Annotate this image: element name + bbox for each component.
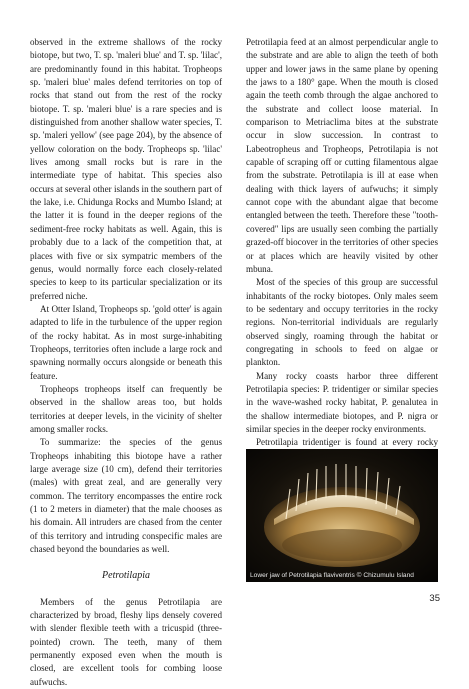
section-heading: Petrotilapia	[102, 570, 150, 582]
paragraph: Petrotilapia tridentiger is found at every rocky	[256, 437, 438, 448]
paragraph: To summarize: the species of the genus Tropheops inhabiting this biotope have a rather large average size (10 cm), defend their territories (males) with great zeal, and are generally very common. The territory encompasses the entire rock (1 to 2 meters in diameter) that the male chooses as his domain. All intruders are chased from the center of this territory and intruding conspecific males are chased beyond the boundaries as well.	[30, 437, 222, 555]
paragraph: Most of the species of this group are successful inhabitants of the rocky biotopes. Only males seem to be sedentary and occupy territories in the rocky regions. Non-territorial individuals are regularly observed singly, roaming through the habitat or congregating in schools to feed on algae or plankton.	[246, 277, 438, 368]
paragraph: Members of the genus Petrotilapia are characterized by broad, fleshy lips densely covered with slender flexible teeth with a tricuspid (three-pointed) crown. The teeth, many of them permanently exposed even when the mouth is closed, are excellent tools for combing loose aufwuchs.	[30, 596, 222, 687]
page-number: 35	[429, 593, 440, 604]
paragraph: Many rocky coasts harbor three different Petrotilapia species: P. tridentiger or similar species in the wave-washed rocky habitat, P. genalutea in the shallow intermediate biotopes, and P. nigra or similar species in the deeper rocky environments.	[246, 370, 438, 434]
paragraph: Tropheops tropheops itself can frequently be observed in the shallow areas too, but holds territories at deeper levels, in the vicinity of shelter among smaller rocks.	[30, 383, 222, 434]
paragraph: observed in the extreme shallows of the rocky biotope, but two, T. sp. 'maleri blue' and T. sp. 'lilac', are predominantly found in this habitat. Tropheops sp. 'maleri blue' males defend territories on top of rocks that stand out from the rest of the rocky biotope. T. sp. 'maleri blue' is a rare species and is distinguished from another shallow water species, T. sp. 'maleri yellow' (see page 204), by the absence of yellow coloration on the body. Tropheops sp. 'lilac' lives among small rocks but is rare in the intermediate type of habitat. This species also occurs at several other islands in the southern part of the lake, i.e. Chidunga Rocks and Mumbo Island; at the latter it is found in the deeper regions of the sediment-free rocky habitats as well. Again, this is probably due to a lack of the competition that, at places with five or six sympatric members of the genus, would normally force each closely-related species to keep to its particular specialization or its preferred niche.	[30, 37, 222, 301]
fish-jaw-photo	[246, 449, 438, 582]
jaw-illustration	[246, 449, 438, 582]
paragraph: Petrotilapia feed at an almost perpendicular angle to the substrate and are able to align the teeth of both upper and lower jaws in the same plane by opening the jaws to a 180° gape. When the mouth is closed again the teeth comb through the algae anchored to the substrate and collect loose material. In comparison to Metriaclima bites at the substrate occur in slow succession. In contrast to Labeotropheus and Tropheops, Petrotilapia is not capable of scraping off or cutting filamentous algae from the substrate. Petrotilapia is ill at ease when dealing with thick layers of aufwuchs; it simply cannot cope with the abundant algae that become entangled between the teeth. Therefore these "tooth-covered" lips are usually seen combing the partially grazed-off biocover in the territories of other species or at places which are heavily visited by other mbuna.	[246, 37, 438, 274]
photo-caption: Lower jaw of Petrotilapia flaviventris © Chizumulu Island	[250, 572, 414, 579]
left-text-column	[30, 36, 222, 689]
right-text-column	[246, 36, 438, 503]
paragraph: At Otter Island, Tropheops sp. 'gold otter' is again adapted to life in the turbulence of the upper region of the rocky habitat. As in most surge-inhabiting Tropheops, territories often include a large rock and spawning normally occurs alongside or beneath this feature.	[30, 303, 222, 381]
